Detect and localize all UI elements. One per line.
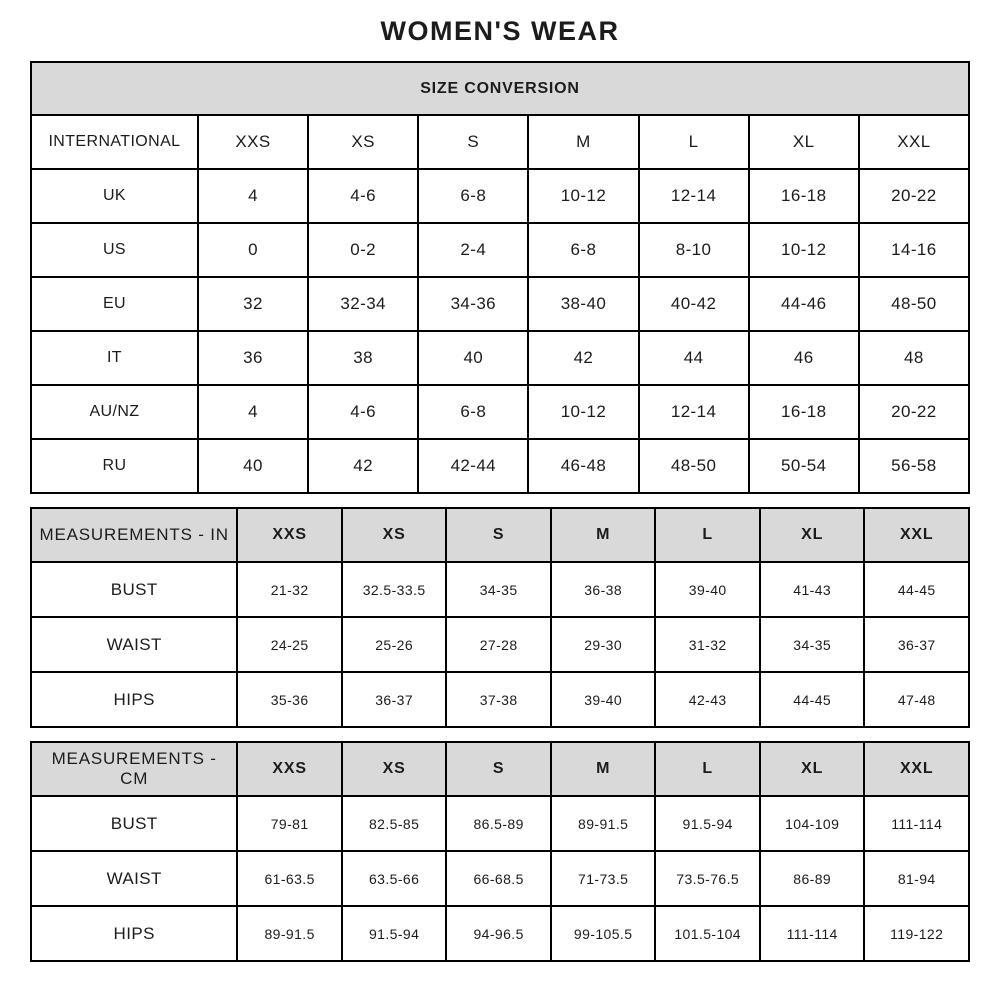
table-cell: 6-8 — [528, 223, 638, 277]
table-cell: 44 — [639, 331, 749, 385]
table-cell: 61-63.5 — [237, 851, 342, 906]
column-header-m: M — [528, 115, 638, 169]
table-row-uk — [31, 169, 969, 223]
size-conversion-table — [30, 61, 970, 494]
table-cell: 14-16 — [859, 223, 969, 277]
table-cell: 35-36 — [237, 672, 342, 727]
table-cell: 32-34 — [308, 277, 418, 331]
row-label: AU/NZ — [31, 385, 198, 439]
row-label: HIPS — [31, 672, 237, 727]
table-cell: 36-38 — [551, 562, 656, 617]
table-cell: 48-50 — [639, 439, 749, 493]
measurements-in-table — [30, 507, 970, 728]
table-cell: 20-22 — [859, 385, 969, 439]
table-cell: 10-12 — [528, 385, 638, 439]
table-cell: 79-81 — [237, 796, 342, 851]
column-header-xxl: XXL — [864, 508, 969, 562]
table-row-eu — [31, 277, 969, 331]
table-cell: 4-6 — [308, 385, 418, 439]
table-cell: 31-32 — [655, 617, 760, 672]
table-cell: 34-35 — [760, 617, 865, 672]
table-cell: 48 — [859, 331, 969, 385]
table-cell: 94-96.5 — [446, 906, 551, 961]
table-cell: 66-68.5 — [446, 851, 551, 906]
table-cell: 6-8 — [418, 385, 528, 439]
column-header-xs: XS — [308, 115, 418, 169]
table-cell: 101.5-104 — [655, 906, 760, 961]
row-label: BUST — [31, 562, 237, 617]
column-header-xxl: XXL — [859, 115, 969, 169]
column-header-xxs: XXS — [198, 115, 308, 169]
table-cell: 42 — [528, 331, 638, 385]
table-cell: 40 — [198, 439, 308, 493]
column-header-s: S — [418, 115, 528, 169]
row-label: RU — [31, 439, 198, 493]
column-header-xl: XL — [749, 115, 859, 169]
table-cell: 56-58 — [859, 439, 969, 493]
table-cell: 42-44 — [418, 439, 528, 493]
size-conversion-header: SIZE CONVERSION — [31, 62, 969, 115]
table-cell: 81-94 — [864, 851, 969, 906]
table-cell: 89-91.5 — [551, 796, 656, 851]
table-row-bust — [31, 562, 969, 617]
row-label: IT — [31, 331, 198, 385]
table-cell: 38-40 — [528, 277, 638, 331]
table-cell: 27-28 — [446, 617, 551, 672]
table-cell: 16-18 — [749, 385, 859, 439]
measurements-cm-table — [30, 741, 970, 962]
table-cell: 42 — [308, 439, 418, 493]
table-cell: 91.5-94 — [342, 906, 447, 961]
table-cell: 12-14 — [639, 385, 749, 439]
column-header-l: L — [655, 508, 760, 562]
table-row-hips — [31, 672, 969, 727]
column-header-s: S — [446, 742, 551, 796]
table-cell: 36 — [198, 331, 308, 385]
column-header-xxl: XXL — [864, 742, 969, 796]
row-label: WAIST — [31, 851, 237, 906]
table-cell: 36-37 — [342, 672, 447, 727]
table-cell: 2-4 — [418, 223, 528, 277]
column-header-measurements-cm: MEASUREMENTS - CM — [31, 742, 237, 796]
table-cell: 24-25 — [237, 617, 342, 672]
table-cell: 12-14 — [639, 169, 749, 223]
table-cell: 21-32 — [237, 562, 342, 617]
table-row-ru — [31, 439, 969, 493]
table-cell: 34-36 — [418, 277, 528, 331]
table-row-waist — [31, 617, 969, 672]
table-cell: 39-40 — [655, 562, 760, 617]
column-header-s: S — [446, 508, 551, 562]
table-row-it — [31, 331, 969, 385]
table-cell: 10-12 — [528, 169, 638, 223]
table-cell: 104-109 — [760, 796, 865, 851]
table-cell: 86-89 — [760, 851, 865, 906]
column-header-xs: XS — [342, 508, 447, 562]
table-cell: 42-43 — [655, 672, 760, 727]
table-cell: 50-54 — [749, 439, 859, 493]
table-cell: 0-2 — [308, 223, 418, 277]
table-cell: 47-48 — [864, 672, 969, 727]
table-cell: 40-42 — [639, 277, 749, 331]
table-cell: 111-114 — [760, 906, 865, 961]
table-cell: 36-37 — [864, 617, 969, 672]
table-cell: 71-73.5 — [551, 851, 656, 906]
column-header-xl: XL — [760, 508, 865, 562]
column-header-measurements-in: MEASUREMENTS - IN — [31, 508, 237, 562]
table-cell: 40 — [418, 331, 528, 385]
table-cell: 44-45 — [760, 672, 865, 727]
page-title: WOMEN'S WEAR — [380, 16, 620, 46]
table-row-au-nz — [31, 385, 969, 439]
table-cell: 44-46 — [749, 277, 859, 331]
table-cell: 89-91.5 — [237, 906, 342, 961]
column-header-l: L — [655, 742, 760, 796]
table-cell: 46-48 — [528, 439, 638, 493]
row-label: WAIST — [31, 617, 237, 672]
table-cell: 41-43 — [760, 562, 865, 617]
table-cell: 25-26 — [342, 617, 447, 672]
column-header-l: L — [639, 115, 749, 169]
table-cell: 91.5-94 — [655, 796, 760, 851]
table-row-us — [31, 223, 969, 277]
table-cell: 4-6 — [308, 169, 418, 223]
table-cell: 4 — [198, 169, 308, 223]
table-cell: 39-40 — [551, 672, 656, 727]
row-label: US — [31, 223, 198, 277]
table-cell: 86.5-89 — [446, 796, 551, 851]
table-cell: 37-38 — [446, 672, 551, 727]
table-cell: 63.5-66 — [342, 851, 447, 906]
table-cell: 34-35 — [446, 562, 551, 617]
table-cell: 32 — [198, 277, 308, 331]
row-label: EU — [31, 277, 198, 331]
table-row-hips — [31, 906, 969, 961]
column-header-m: M — [551, 742, 656, 796]
table-cell: 119-122 — [864, 906, 969, 961]
table-cell: 29-30 — [551, 617, 656, 672]
table-cell: 73.5-76.5 — [655, 851, 760, 906]
table-cell: 99-105.5 — [551, 906, 656, 961]
table-cell: 8-10 — [639, 223, 749, 277]
table-cell: 0 — [198, 223, 308, 277]
column-header-xxs: XXS — [237, 742, 342, 796]
table-cell: 82.5-85 — [342, 796, 447, 851]
column-header-xl: XL — [760, 742, 865, 796]
table-cell: 6-8 — [418, 169, 528, 223]
row-label: BUST — [31, 796, 237, 851]
row-label: UK — [31, 169, 198, 223]
table-cell: 4 — [198, 385, 308, 439]
table-cell: 48-50 — [859, 277, 969, 331]
row-label: HIPS — [31, 906, 237, 961]
table-row-waist — [31, 851, 969, 906]
table-cell: 46 — [749, 331, 859, 385]
table-cell: 32.5-33.5 — [342, 562, 447, 617]
column-header-international: INTERNATIONAL — [31, 115, 198, 169]
column-header-xxs: XXS — [237, 508, 342, 562]
table-cell: 111-114 — [864, 796, 969, 851]
table-cell: 44-45 — [864, 562, 969, 617]
table-cell: 20-22 — [859, 169, 969, 223]
table-cell: 38 — [308, 331, 418, 385]
table-cell: 10-12 — [749, 223, 859, 277]
table-cell: 16-18 — [749, 169, 859, 223]
column-header-xs: XS — [342, 742, 447, 796]
table-row-bust — [31, 796, 969, 851]
column-header-m: M — [551, 508, 656, 562]
